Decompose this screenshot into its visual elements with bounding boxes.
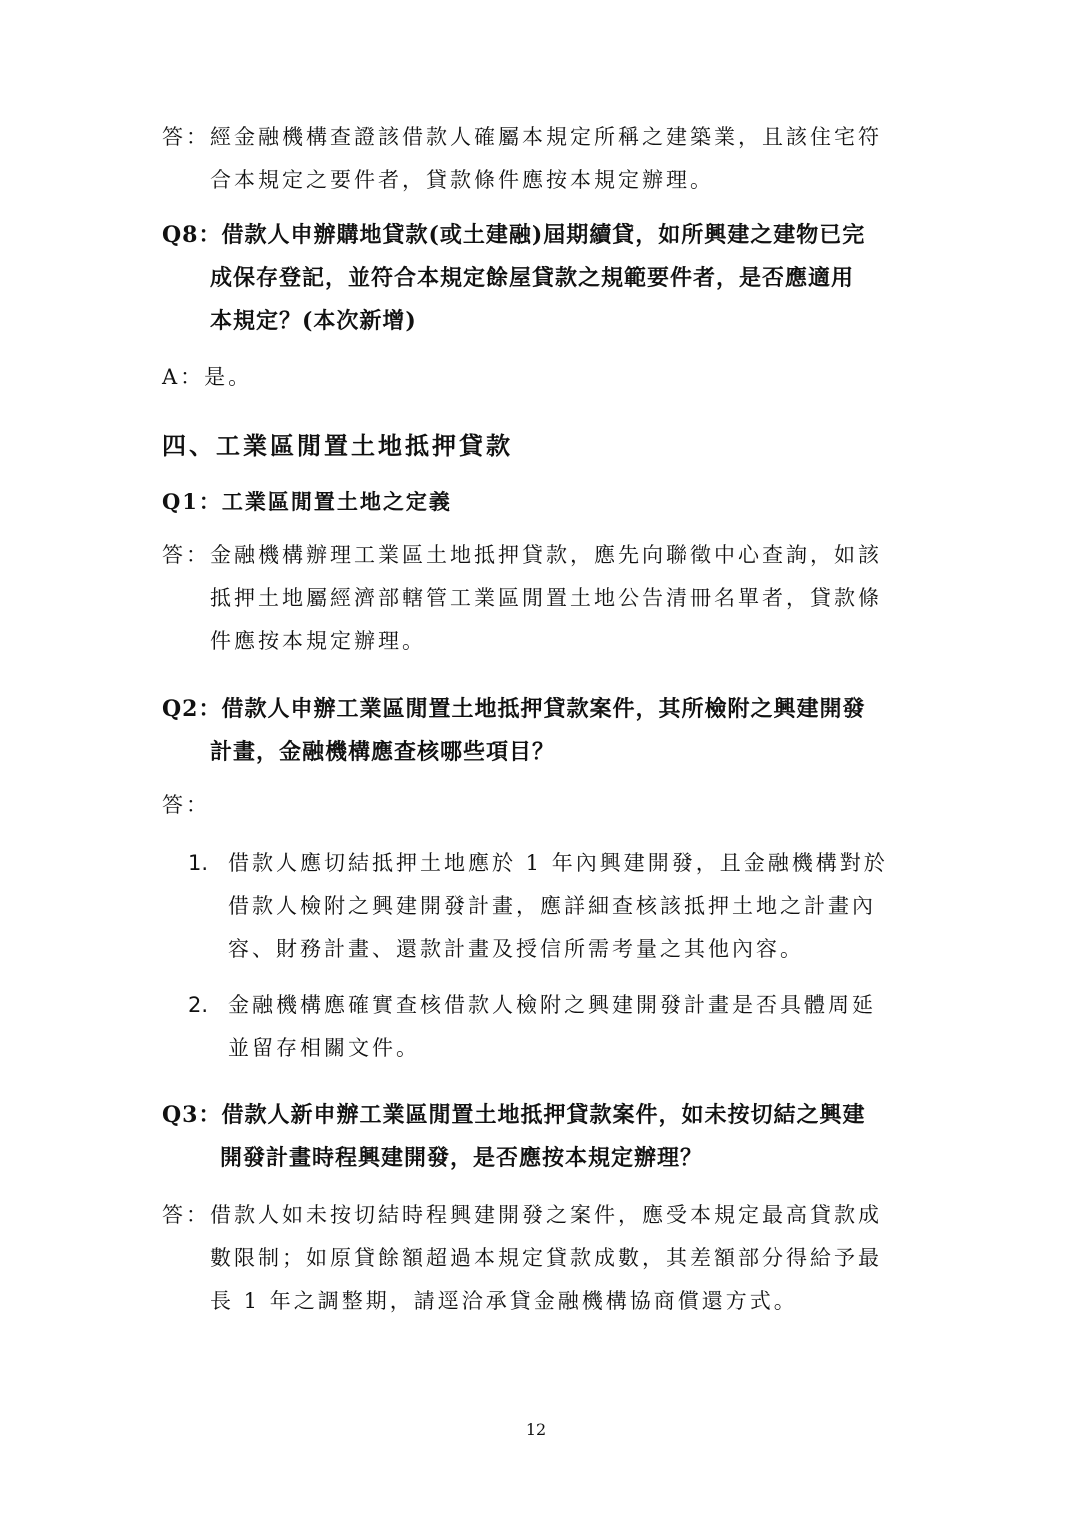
answer-q8	[162, 356, 932, 399]
question-q3	[162, 1094, 932, 1180]
answer-line: 數限制；如原貸餘額超過本規定貸款成數，其差額部分得給予最	[210, 1246, 882, 1270]
answer-q2-label	[162, 784, 932, 827]
question-q2	[162, 688, 932, 774]
question-line: 成保存登記，並符合本規定餘屋貸款之規範要件者，是否應適用	[210, 265, 855, 291]
question-line: 計畫，金融機構應查核哪些項目？	[210, 739, 556, 765]
list-item	[188, 984, 928, 1070]
question-line: 本規定？(本次新增)	[210, 308, 417, 334]
list-line: 借款人檢附之興建開發計畫，應詳細查核該抵押土地之計畫內	[228, 894, 876, 918]
answer-line: A：是。	[162, 365, 253, 389]
list-number: 2.	[188, 993, 209, 1017]
question-q8	[162, 214, 932, 343]
list-line: 借款人應切結抵押土地應於 1 年內興建開發，且金融機構對於	[228, 851, 888, 875]
answer-q7	[162, 116, 932, 202]
answer-line: 抵押土地屬經濟部轄管工業區閒置土地公告清冊名單者，貸款條	[210, 586, 882, 610]
list-line: 金融機構應確實查核借款人檢附之興建開發計畫是否具體周延	[228, 993, 876, 1017]
answer-line: 長 1 年之調整期，請逕洽承貸金融機構協商償還方式。	[210, 1289, 798, 1313]
list-line: 容、財務計畫、還款計畫及授信所需考量之其他內容。	[228, 937, 804, 961]
answer-label: 答：	[162, 793, 210, 817]
question-line: 開發計畫時程興建開發，是否應按本規定辦理？	[220, 1145, 704, 1171]
answer-line: 答：借款人如未按切結時程興建開發之案件，應受本規定最高貸款成	[162, 1203, 882, 1227]
list-item	[188, 842, 928, 971]
answer-line: 答：金融機構辦理工業區土地抵押貸款，應先向聯徵中心查詢，如該	[162, 543, 882, 567]
answer-q1	[162, 534, 932, 663]
question-line: Q3：借款人新申辦工業區閒置土地抵押貸款案件，如未按切結之興建	[162, 1102, 866, 1128]
page-number: 12	[525, 1420, 547, 1439]
list-number: 1.	[188, 851, 209, 875]
answer-line: 合本規定之要件者，貸款條件應按本規定辦理。	[210, 168, 714, 192]
question-line: Q2：借款人申辦工業區閒置土地抵押貸款案件，其所檢附之興建開發	[162, 696, 866, 722]
answer-line: 件應按本規定辦理。	[210, 629, 426, 653]
list-line: 並留存相關文件。	[228, 1036, 420, 1060]
section-heading: 四、工業區閒置土地抵押貸款	[162, 431, 513, 460]
answer-line: 答：經金融機構查證該借款人確屬本規定所稱之建築業，且該住宅符	[162, 125, 882, 149]
question-line: Q8：借款人申辦購地貸款(或土建融)屆期續貸，如所興建之建物已完	[162, 222, 866, 248]
question-q1: Q1：工業區閒置土地之定義	[162, 489, 452, 514]
answer-q3	[162, 1194, 932, 1323]
